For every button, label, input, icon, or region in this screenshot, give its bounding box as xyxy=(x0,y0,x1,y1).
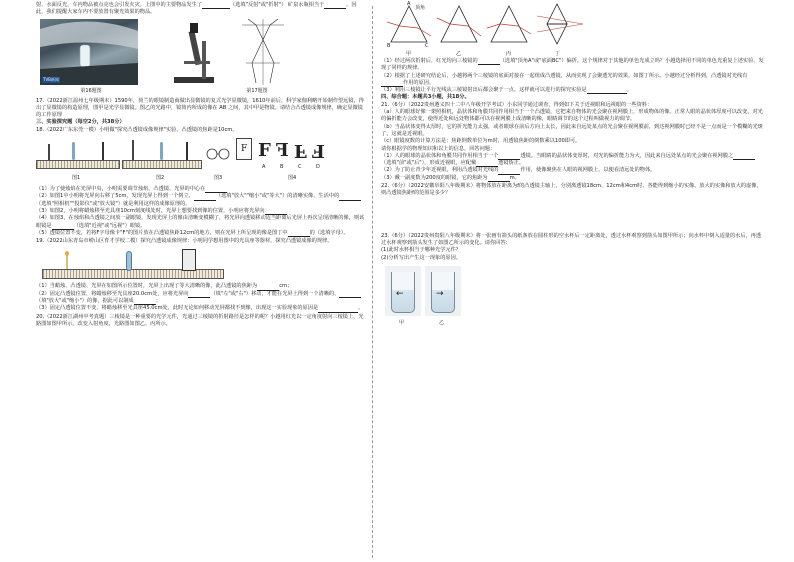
option-image-D: F xyxy=(312,140,325,162)
apex-note: 顶角 xyxy=(415,5,426,11)
question-19: 19.（2022山东青岛市崂山区育才学校二模）探究凸透镜成像规律：小明同学想用图中的光具座等器材，探究凸透镜成像的规律。 xyxy=(36,238,333,245)
question-22: 22.（6分）（2022安徽阜阳八年级期末）将物体放在距离为f的凸透镜主轴上，分别离透镜18cm、12cm和4cm时，各能得到缩小的实像、放大的实像和放大的虚像，则凸透镜焦距f的范围是多少？ xyxy=(381,183,762,197)
q18-item-5-text-b: 的（选填字母）。 xyxy=(309,229,349,236)
fig3-label: 图3 xyxy=(214,175,223,182)
prism-ding xyxy=(537,4,583,44)
option-label-a: A xyxy=(262,164,266,171)
news-badge: TVB新闻 xyxy=(43,76,59,82)
right-column xyxy=(381,2,765,330)
q22-answer-space xyxy=(381,198,765,232)
q19-item-1-unit: cm； xyxy=(279,283,293,290)
lens-fig2 xyxy=(160,142,163,160)
cup-label-jia: 甲 xyxy=(399,319,405,326)
q18-item-4 xyxy=(36,215,366,230)
q21-item-2-text: （2）为了防止青少年近视眼，利用凸透镜对光线的 xyxy=(381,167,499,174)
intro-part-2: （选填"反射"或"折射"） xyxy=(230,2,287,8)
intro-part-1: 射、水面反光，车内物品被点亮也会引发火灾。上图中的主要物品发生了 xyxy=(36,2,203,8)
q19-item-3-text: （3）固定凸透镜位置不变，将蜡烛移至光具座45.0cm处，此时无论如何移动光屏都找不到像，出现这一实验现象的原因是 xyxy=(36,305,319,312)
q20-item-2-text-b: 作用的原因。 xyxy=(403,79,435,86)
arrow-right-icon: → xyxy=(436,288,444,299)
intro-part-3: 矿泉水瓶相当于 xyxy=(287,2,325,8)
answer-blank xyxy=(339,195,361,201)
answer-blank xyxy=(478,59,500,65)
q19-item-1 xyxy=(36,283,366,290)
prism-yi xyxy=(437,6,481,42)
q18-item-1-text: （1）为了使烛焰在光屏中央，小明需要调节烛焰、凸透镜、光屏的中心在 xyxy=(36,186,206,193)
q21-item-1-end: 透镜矫正。 xyxy=(498,160,525,167)
microscope-image xyxy=(166,21,228,85)
figure-17-caption: 第17题图 xyxy=(246,87,268,94)
option-image-B: F xyxy=(276,140,289,162)
q20-item-1 xyxy=(381,58,765,73)
left-column xyxy=(36,2,366,328)
cup-photo-yi xyxy=(425,266,461,316)
q21-item-2-text-b: 作用，使像聚焦在人眼的视网膜上，以便看清远处的物体。 xyxy=(520,167,656,174)
light-screen xyxy=(182,249,196,271)
question-21: 21.（6分）（2022贵州遵义四十二中八年级开学考试）小东同学通过调查，得到如下关于近视眼和远视眼的一些资料： xyxy=(381,101,653,108)
question-18: 18.（2022广东东莞一模）小明做"探究凸透镜成像规律"实验，凸透镜的焦距是10cm。 xyxy=(36,126,238,133)
answer-blank xyxy=(288,231,310,237)
q20-item-2-text: （2）根据了上述研究结论后，小越将两个三棱镜的底面对接在一起组成凸透镜，从而实现了会聚透光的效果，如图丁所示。小越经过分析得到，凸透镜对光线有 xyxy=(381,72,748,79)
cup-photo-jia xyxy=(385,266,421,316)
letter-F: F xyxy=(241,144,248,155)
q19-item-3-end: 。 xyxy=(358,305,364,312)
q21-item-1-text-b: 透镜。当眼睛的晶状体变厚时，对光的偏折能力为大，因此来自远处某点的光会聚在视网膜之 xyxy=(520,152,734,159)
question-23: 23.（6分）（2022贵州贵阳八年级期末）将一张画有箭头的纸条放在圆柱形的空水杯后一定距离处，透过水杯观察到箭头如图甲所示；向水杯中倒入适量的水后，再透过水杯观察到箭头发生了如图乙所示的变化。请你回答： xyxy=(381,232,762,246)
arrow-left-icon: ← xyxy=(396,288,404,299)
candle xyxy=(66,255,68,269)
answer-blank xyxy=(587,88,627,94)
q18-item-5-text: （5）透镜位置不变，若将F字母像卡"F"的图片放在凸透镜焦距12cm的地方，则在光屏上所呈现的像是图丁中 xyxy=(36,229,288,236)
answer-blank xyxy=(318,307,358,313)
q20-item-3-end: 。 xyxy=(626,87,632,94)
figures-16-17 xyxy=(36,19,366,97)
fig2-label: 图2 xyxy=(156,175,165,182)
q18-item-4-text-b: （选填"近视"或"远视"）眼镜。 xyxy=(73,222,146,229)
q21-material-a: （a）人的眼球好像一架照相机，晶状体和角膜共同作用相当于一个凸透镜，它把来自物体的光会聚在视网膜上，形成物体的像。正常人眼的晶状体厚度可以改变，对光的偏折能力会改变，使得近处和远处物体都可以在视网膜上成清晰的像，眼睛调节的这个过程叫做视力的调节。 xyxy=(381,109,763,123)
q18-item-4-text: （4）如图3，在烛焰和凸透镜之间放一副眼镜，发现光屏上的像由清晰变模糊了，将光屏向透镜移动适当距离后光屏上再次呈现清晰的像，则该眼镜是 xyxy=(36,215,365,229)
screen-fig1 xyxy=(102,142,104,160)
q19-item-2-text: （2）固定凸透镜位置，将蜡烛移至光具座20.0cm处，应将光屏向 xyxy=(36,290,189,297)
fig1-label: 图1 xyxy=(72,175,81,182)
glasses-fig3 xyxy=(206,142,230,164)
question-19-figure xyxy=(36,247,366,283)
q21-item-2 xyxy=(381,167,765,174)
candle-fig1 xyxy=(48,144,50,160)
q20-item-3-text: （3）利用三棱镜让平行光线从三棱镜射出后都会聚于一点，这样就可以进行的探究实验是 xyxy=(381,87,587,94)
option-label-b: B xyxy=(280,164,284,171)
section-3-heading: 三、实验探究题（每空2分，共38分） xyxy=(36,119,125,126)
flame xyxy=(65,251,69,256)
q20-item-1-text: （1）经过两次折射后，红光均向三棱镜的 xyxy=(381,58,478,64)
q21-material-c: （c）眼镜度数的计算方法是：焦距倒数单位为m时，用透镜焦距的倒数乘以100即可。 xyxy=(381,138,581,145)
candle-fig2 xyxy=(132,140,134,160)
answer-blank xyxy=(194,195,216,201)
q20-item-1-text-b: （选填"顶角A"或"底面BC"）偏折。这个规律对于其他的单色光成立吗？小越选择用不同的单色光重复上述实验，发现了同样的规律。 xyxy=(381,58,764,72)
option-label-c: C xyxy=(298,164,302,171)
convex-lens xyxy=(126,251,132,271)
vertex-c: C xyxy=(425,43,429,49)
prism-figures xyxy=(381,2,765,58)
optical-bench xyxy=(42,269,224,279)
answer-blank xyxy=(733,154,755,160)
q21-item-1-text: （1）人的眼球的晶状体和角膜共同作用相当于一个 xyxy=(381,152,499,159)
answer-blank xyxy=(488,176,510,182)
q18-item-2 xyxy=(36,193,366,208)
q19-item-2 xyxy=(36,291,366,306)
optical-bench-fig2 xyxy=(122,160,202,169)
q18-item-3-text: （3）如图2，小明将蜡烛移至光具座10cm刻度线处时，光屏上想要找到像的位置，小明应将光屏向 xyxy=(36,207,265,214)
prism-label-jia: 甲 xyxy=(406,51,412,57)
intro-text xyxy=(36,2,366,17)
column-divider xyxy=(372,6,373,558)
screen-fig2 xyxy=(186,142,188,160)
question-17: 17.（2022浙江温州七年级期末）1590年，荷兰的眼镜制造商做出显微镜的复式光学显微镜，1610年前后，科学家伽利略开始制作望远镜，得出了显微镜的构造原理，图甲是光学显微镜。图乙的光路中，镜筒内所成的像在 AB 之间，其中甲是物镜。请结合凸透镜成像规律，确定显微镜的工作原理 xyxy=(36,97,364,119)
q20-item-2 xyxy=(381,73,765,88)
q19-item-3 xyxy=(36,305,366,312)
q23-item-1: (1)此时水杯相当于哪种光学元件？ xyxy=(381,247,461,254)
q18-item-2-text-b: （选填"放大""缩小"或"等大"）的清晰实像，生活中的 xyxy=(215,193,340,200)
vertex-b: B xyxy=(387,43,391,49)
q21-material-b: （b）当晶状体变得太厚时，它的折光能力太强，或者眼球在前后方向上太长，因此来自远处某点的光会聚在视网膜前，到达视网膜时已经不是一点而是一个模糊的光斑了，这就是近视眼。 xyxy=(381,123,763,137)
prism-label-ding: 丁 xyxy=(555,51,561,57)
question-20: 20.（2022浙江湖州中考真题）三棱镜是一种重要的光学元件，光通过三棱镜的折射路径是怎样的呢？小越用红光以一定角度射向三棱镜上，光路图如图甲所示。改变入射角度，光路图如图乙、丙所示。 xyxy=(36,313,364,327)
car-interior-photo xyxy=(40,19,138,85)
option-label-d: D xyxy=(316,164,320,171)
vertex-a: A xyxy=(407,1,411,7)
q18-item-2-text: （2）如图1中小明将光屏向右移了5cm，发现光屏上得到一个倒立、 xyxy=(36,193,194,200)
q21-item-3-text: （3）戴一副度数为200度的眼镜，它的焦距为 xyxy=(381,174,488,181)
answer-blank xyxy=(324,3,346,9)
optical-bench-fig1 xyxy=(36,160,120,169)
fig4-label: 图4 xyxy=(288,175,297,182)
cup-label-yi: 乙 xyxy=(439,319,445,326)
cup-figures xyxy=(381,266,765,330)
answer-blank xyxy=(339,292,361,298)
q19-item-2-end: ； xyxy=(155,298,161,305)
section-4-heading: 四、综合题：本题共3小题，共18分。 xyxy=(381,94,470,101)
answer-blank xyxy=(188,292,210,298)
letter-card-F xyxy=(236,138,252,160)
option-image-C: F xyxy=(294,140,307,162)
q18-item-2-text-c: （选填"照相机""投影仪"或"放大镜"）就是利用这样的成像原理的。 xyxy=(36,200,191,207)
figure-16-caption: 第16题图 xyxy=(80,87,102,94)
question-18-figures xyxy=(36,134,366,186)
q23-item-2: (2)分析写出产生这一现象的原因。 xyxy=(381,254,461,261)
answer-blank xyxy=(202,3,230,9)
q21-item-1 xyxy=(381,153,765,168)
prism-bing xyxy=(487,6,531,42)
q21-item-3-unit: m。 xyxy=(509,174,520,181)
prism-jia xyxy=(387,6,431,42)
q18-item-5 xyxy=(36,230,366,237)
option-image-A: F xyxy=(258,140,271,162)
prism-label-bing: 丙 xyxy=(506,51,512,57)
q19-item-1-text: （1）当蜡烛、凸透镜、光屏在如图所示位置时，光屏上出现了等大清晰的像，此凸透镜的焦距为 xyxy=(36,283,258,290)
q19-item-2-text-b: （填"左"或"右"）移动，才能在光屏上得到一个清晰的、 xyxy=(210,290,340,297)
intro-part-4: 。因此，我们提醒大家车内不要放置有聚光效果的物品。 xyxy=(36,2,357,16)
microscope-ray-diagram xyxy=(232,19,294,85)
q21-instruction: 请你根据学的物理知识和以上的信息，回答问题： xyxy=(381,145,496,152)
lens-fig1 xyxy=(72,142,75,160)
q19-item-2-text-c: （填"放大"或"缩小"）的像，据此可以制成 xyxy=(36,298,134,305)
q21-item-1-text-c: （选填"前"或"后"），形成近视眼，应配戴 xyxy=(381,160,477,167)
q21-item-3 xyxy=(381,175,765,182)
prism-label-yi: 乙 xyxy=(456,51,462,57)
